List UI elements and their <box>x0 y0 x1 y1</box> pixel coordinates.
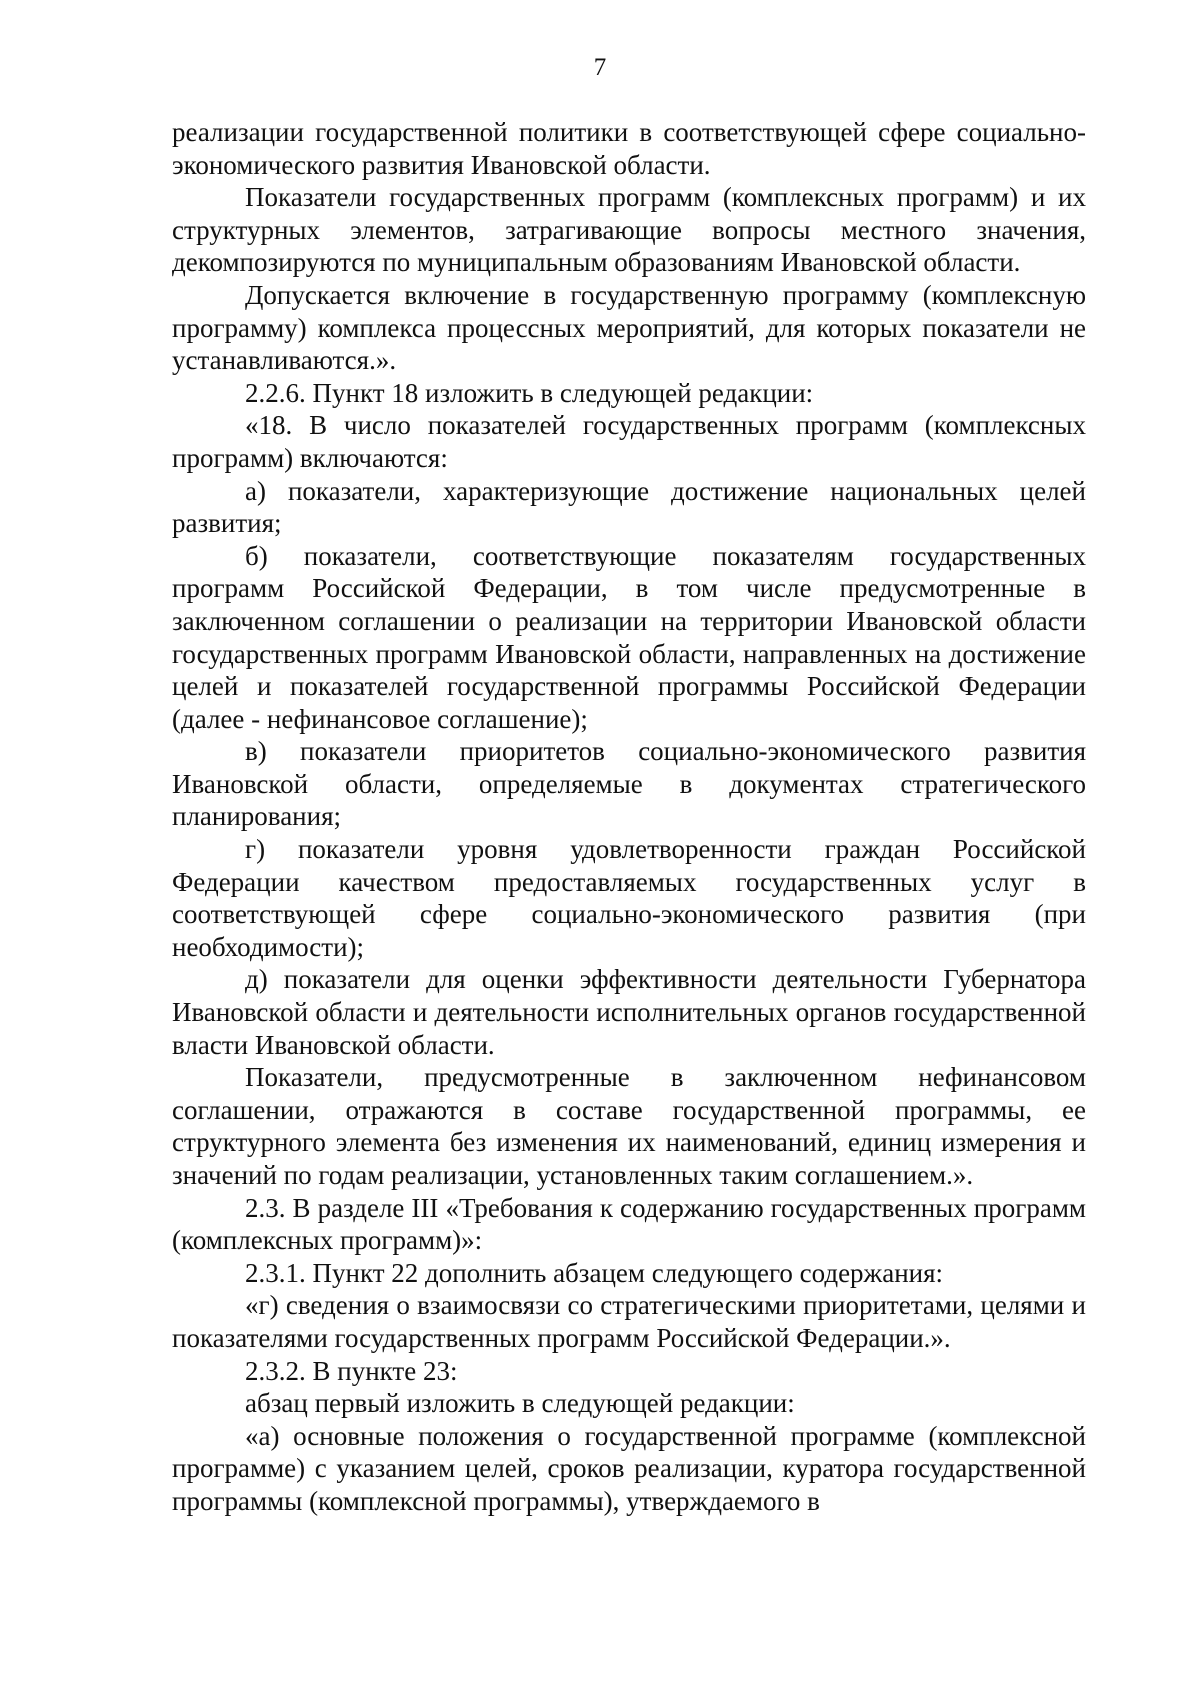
document-body <box>172 116 1086 1518</box>
paragraph: 2.3.1. Пункт 22 дополнить абзацем следующего содержания: <box>245 1257 944 1288</box>
paragraph: в) показатели приоритетов социально-экономического развития Ивановской области, определяемые в документах стратегического планирования; <box>172 736 1086 832</box>
paragraph: б) показатели, соответствующие показателям государственных программ Российской Федерации, в том числе предусмотренные в заключенном соглашении о реализации на территории Ивановской области государственных программ Ивановской области, направленных на достижение целей и показателей государственной программы Российской Федерации (далее - нефинансовое соглашение); <box>172 540 1086 734</box>
paragraph: Допускается включение в государственную программу (комплексную программу) комплекса процессных мероприятий, для которых показатели не устанавливаются.». <box>172 279 1086 376</box>
paragraph: реализации государственной политики в соответствующей сфере социально-экономического развития Ивановской области. <box>172 117 1086 180</box>
paragraph: г) показатели уровня удовлетворенности граждан Российской Федерации качеством предоставляемых государственных услуг в соответствующей сфере социально-экономического развития (при необходимости); <box>172 834 1086 962</box>
paragraph: 2.3.2. В пункте 23: <box>245 1355 458 1386</box>
paragraph: а) показатели, характеризующие достижение национальных целей развития; <box>172 475 1086 539</box>
paragraph: «г) сведения о взаимосвязи со стратегическими приоритетами, целями и показателями государственных программ Российской Федерации.». <box>172 1290 1086 1353</box>
paragraph: 2.3. В разделе III «Требования к содержанию государственных программ (комплексных программ)»: <box>172 1192 1086 1256</box>
paragraph: Показатели государственных программ (комплексных программ) и их структурных элементов, затрагивающие вопросы местного значения, декомпозируются по муниципальным образованиям Ивановской области. <box>172 182 1086 278</box>
paragraph: абзац первый изложить в следующей редакции: <box>245 1388 795 1419</box>
paragraph: Показатели, предусмотренные в заключенном нефинансовом соглашении, отражаются в составе государственной программы, ее структурного элемента без изменения их наименований, единиц измерения и значений по годам реализации, установленных таким соглашением.». <box>172 1062 1086 1190</box>
paragraph: 2.2.6. Пункт 18 изложить в следующей редакции: <box>245 377 814 408</box>
paragraph: «а) основные положения о государственной программе (комплексной программе) с указанием целей, сроков реализации, куратора государственной программы (комплексной программы), утверждаемого в <box>172 1420 1086 1516</box>
page-number: 7 <box>593 54 607 81</box>
paragraph: д) показатели для оценки эффективности деятельности Губернатора Ивановской области и деятельности исполнительных органов государственной власти Ивановской области. <box>172 964 1086 1060</box>
paragraph: «18. В число показателей государственных программ (комплексных программ) включаются: <box>172 410 1086 473</box>
